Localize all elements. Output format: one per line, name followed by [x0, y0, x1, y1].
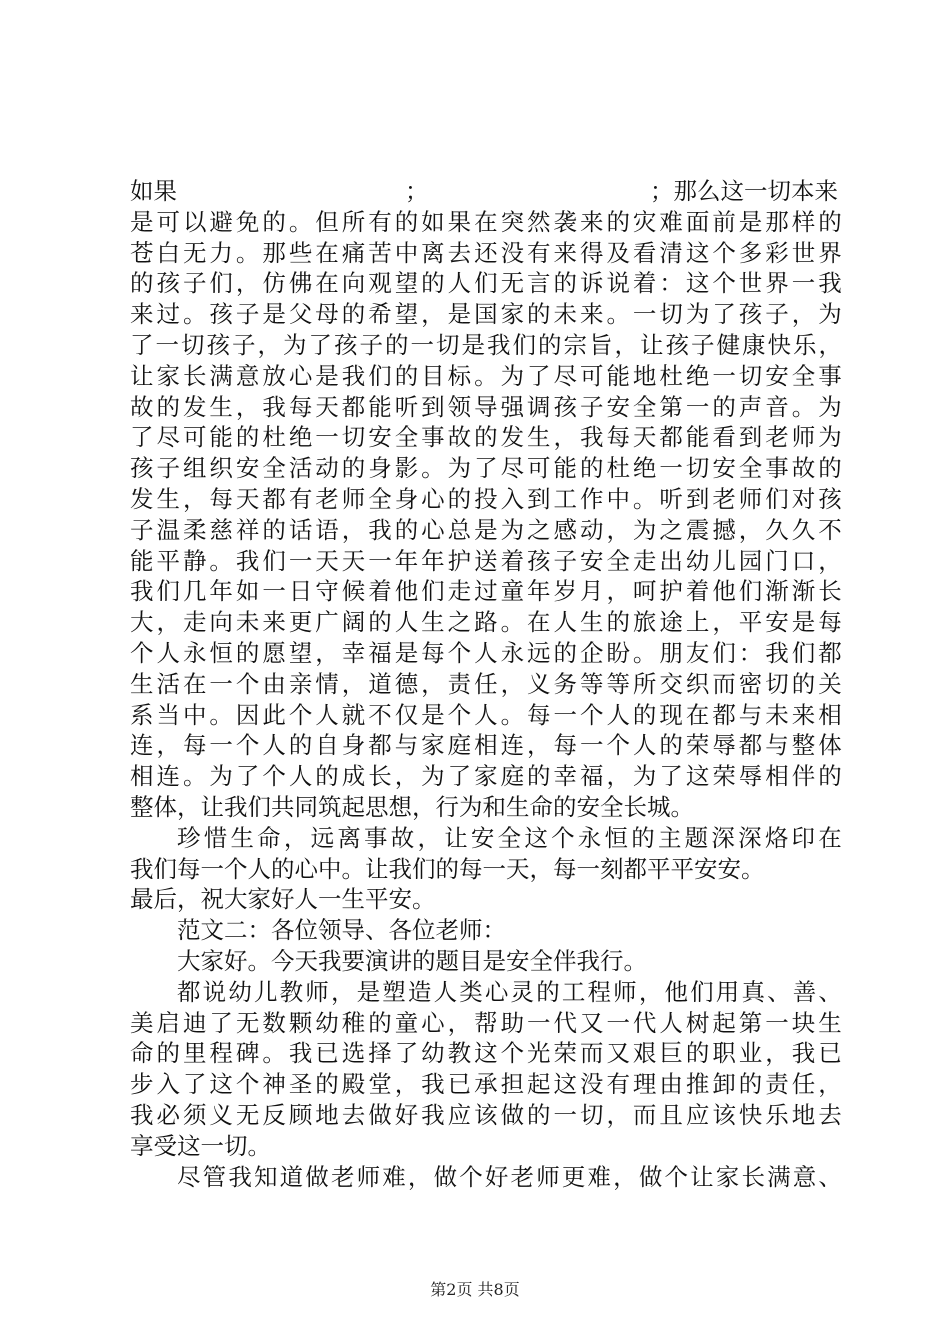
text-line: 的 孩 子 们 ， 仿 佛 在 向 观 望 的 人 们 无 言 的 诉 说 着 ： 这 个 世 界 一 我: [130, 269, 842, 298]
text-line: 让 家 长 满 意 放 心 是 我 们 的 目 标 。 为 了 尽 可 能 地 杜 绝 一 切 安 全 事: [130, 361, 842, 390]
text-line: 最后，祝大家好人一生平安。: [130, 885, 436, 914]
text-line: 享受这一切。: [130, 1131, 271, 1160]
text-line: 发 生 ， 每 天 都 有 老 师 全 身 心 的 投 入 到 工 作 中 。 听 到 老 师 们 对 孩: [130, 484, 842, 513]
text-segment: ；: [405, 177, 429, 205]
page-footer: 第2页 共8页: [430, 1280, 520, 1299]
text-line: 故 的 发 生 ， 我 每 天 都 能 听 到 领 导 强 调 孩 子 安 全 第 一 的 声 音 。 为: [130, 392, 842, 421]
text-line: 是 可 以 避 免 的 。 但 所 有 的 如 果 在 突 然 袭 来 的 灾 难 面 前 是 那 样 的: [130, 207, 842, 236]
text-line: [130, 176, 842, 207]
text-line: 都 说 幼 儿 教 师 ， 是 塑 造 人 类 心 灵 的 工 程 师 ， 他 们 用 真 、 善 、: [177, 977, 842, 1006]
text-line: 了 尽 可 能 的 杜 绝 一 切 安 全 事 故 的 发 生 ， 我 每 天 都 能 看 到 老 师 为: [130, 423, 842, 452]
text-line: 连 ， 每 一 个 人 的 自 身 都 与 家 庭 相 连 ， 每 一 个 人 的 荣 辱 都 与 整 体: [130, 731, 842, 760]
text-line: 了 一 切 孩 子 ， 为 了 孩 子 的 一 切 是 我 们 的 宗 旨 ， 让 孩 子 健 康 快 乐 ，: [130, 330, 842, 359]
text-line: 系 当 中 。 因 此 个 人 就 不 仅 是 个 人 。 每 一 个 人 的 现 在 都 与 未 来 相: [130, 700, 842, 729]
text-segment: 如果: [130, 177, 177, 205]
text-line: 珍 惜 生 命 ， 远 离 事 故 ， 让 安 全 这 个 永 恒 的 主 题 深 深 烙 印 在: [177, 823, 842, 852]
text-line: 大家好。今天我要演讲的题目是安全伴我行。: [177, 946, 647, 975]
text-line: 苍 白 无 力 。 那 些 在 痛 苦 中 离 去 还 没 有 来 得 及 看 清 这 个 多 彩 世 界: [130, 238, 842, 267]
text-line: 子 温 柔 慈 祥 的 话 语 ， 我 的 心 总 是 为 之 感 动 ， 为 之 震 撼 ， 久 久 不: [130, 515, 842, 544]
text-line: 来 过 。 孩 子 是 父 母 的 希 望 ， 是 国 家 的 未 来 。 一 切 为 了 孩 子 ， 为: [130, 300, 842, 329]
text-line: 我 们 几 年 如 一 日 守 候 着 他 们 走 过 童 年 岁 月 ， 呵 护 着 他 们 渐 渐 长: [130, 577, 842, 606]
text-line: 范文二：各位领导、各位老师：: [177, 916, 506, 945]
text-line: 我 必 须 义 无 反 顾 地 去 做 好 我 应 该 做 的 一 切 ， 而 且 应 该 快 乐 地 去: [130, 1100, 842, 1129]
document-body: [130, 176, 842, 1192]
text-line: 我们每一个人的心中。让我们的每一天，每一刻都平平安安。: [130, 854, 765, 883]
text-line: 命 的 里 程 碑 。 我 已 选 择 了 幼 教 这 个 光 荣 而 又 艰 巨 的 职 业 ， 我 已: [130, 1039, 842, 1068]
text-line: 步 入 了 这 个 神 圣 的 殿 堂 ， 我 已 承 担 起 这 没 有 理 由 推 卸 的 责 任 ，: [130, 1070, 842, 1099]
text-line: 尽 管 我 知 道 做 老 师 难 ， 做 个 好 老 师 更 难 ， 做 个 让 家 长 满 意 、: [177, 1162, 842, 1191]
text-segment: ；那么这一切本来: [650, 177, 838, 205]
text-line: 孩 子 组 织 安 全 活 动 的 身 影 。 为 了 尽 可 能 的 杜 绝 一 切 安 全 事 故 的: [130, 454, 842, 483]
text-line: 能 平 静 。 我 们 一 天 天 一 年 年 护 送 着 孩 子 安 全 走 出 幼 儿 园 门 口 ，: [130, 546, 842, 575]
text-line: 美 启 迪 了 无 数 颗 幼 稚 的 童 心 ， 帮 助 一 代 又 一 代 人 树 起 第 一 块 生: [130, 1008, 842, 1037]
text-line: 生 活 在 一 个 由 亲 情 ， 道 德 ， 责 任 ， 义 务 等 等 所 交 织 而 密 切 的 关: [130, 669, 842, 698]
text-line: 相 连 。 为 了 个 人 的 成 长 ， 为 了 家 庭 的 幸 福 ， 为 了 这 荣 辱 相 伴 的: [130, 762, 842, 791]
text-line: 整体，让我们共同筑起思想，行为和生命的安全长城。: [130, 792, 694, 821]
text-line: 大 ， 走 向 未 来 更 广 阔 的 人 生 之 路 。 在 人 生 的 旅 途 上 ， 平 安 是 每: [130, 608, 842, 637]
text-line: 个 人 永 恒 的 愿 望 ， 幸 福 是 每 个 人 永 远 的 企 盼 。 朋 友 们 ： 我 们 都: [130, 638, 842, 667]
